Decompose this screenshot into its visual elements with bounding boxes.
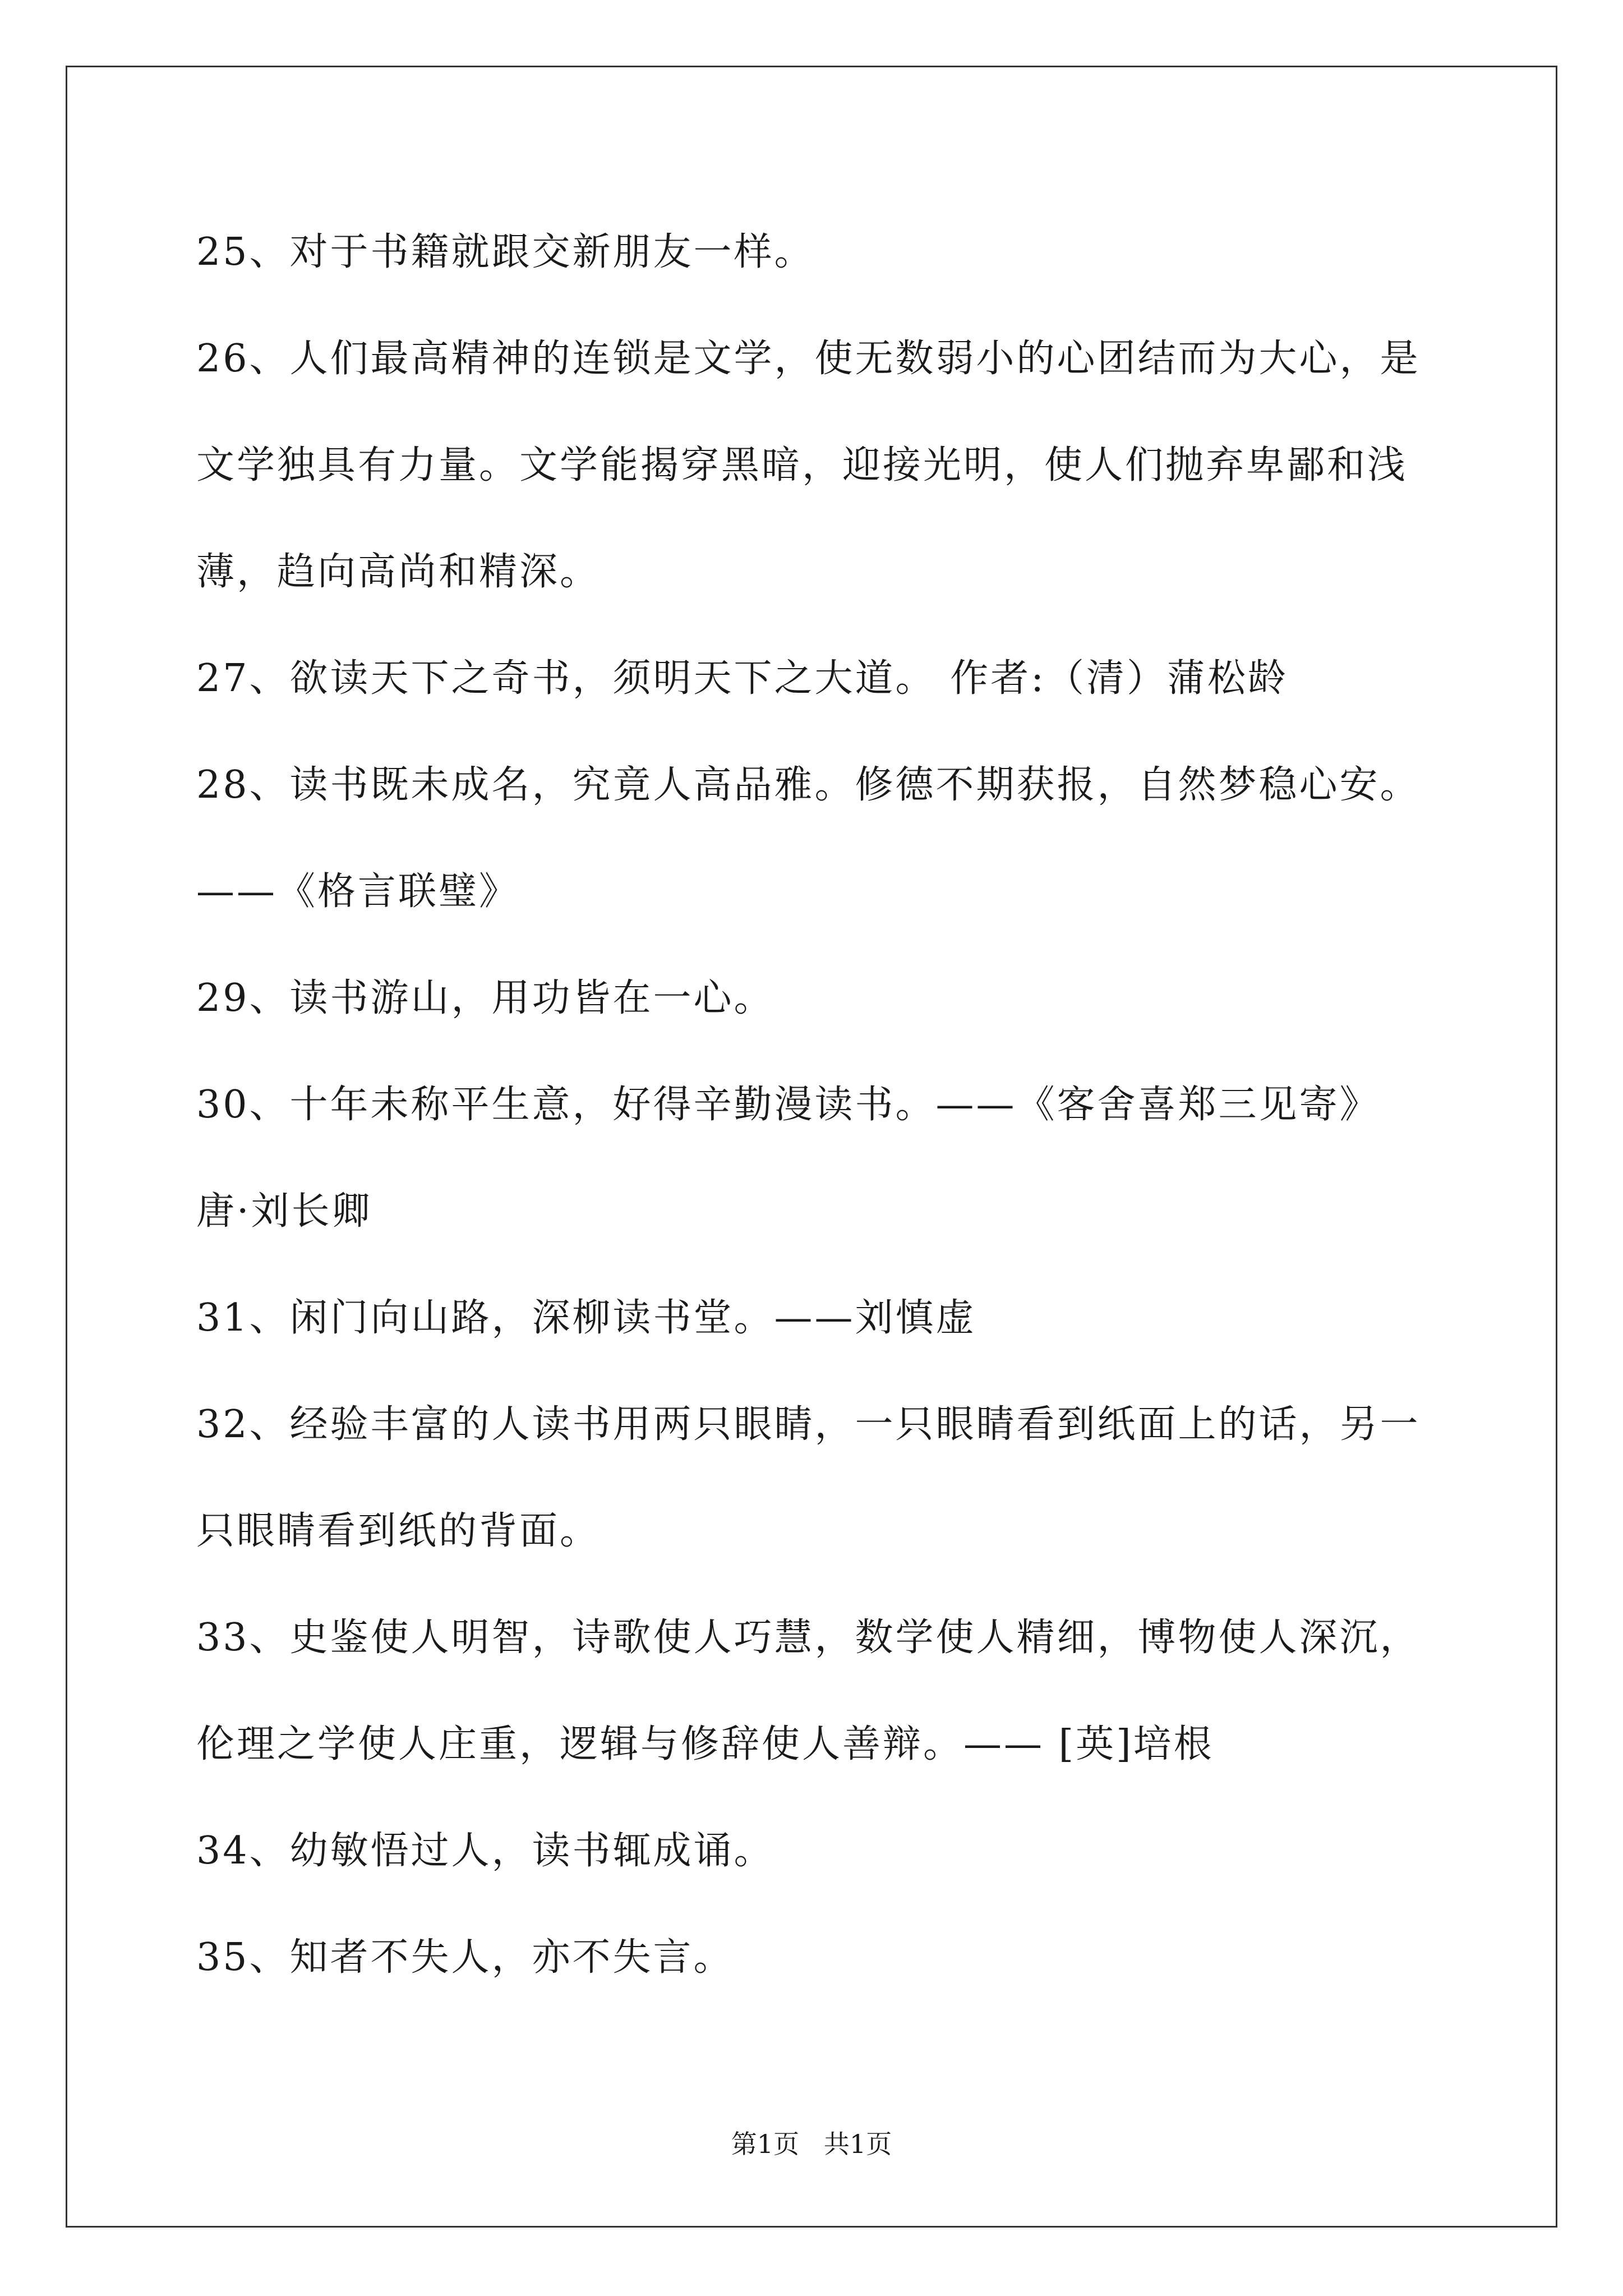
text-line: 28、读书既未成名，究竟人高品雅。修德不期获报，自然梦稳心安。 — [196, 763, 1421, 807]
text-line: 30、十年未称平生意，好得辛勤漫读书。——《客舍喜郑三见寄》 — [196, 1083, 1380, 1127]
text-line: 伦理之学使人庄重，逻辑与修辞使人善辩。—— [英]培根 — [196, 1722, 1214, 1766]
text-line: 文学独具有力量。文学能揭穿黑暗，迎接光明，使人们抛弃卑鄙和浅 — [196, 443, 1408, 487]
page-number-footer: 第1页 共1页 — [731, 2129, 892, 2159]
text-line: 35、知者不失人，亦不失言。 — [196, 1935, 734, 1980]
text-line: 唐·刘长卿 — [196, 1189, 372, 1234]
text-line: 33、史鉴使人明智，诗歌使人巧慧，数学使人精细，博物使人深沉， — [196, 1616, 1421, 1660]
text-line: 34、幼敏悟过人，读书辄成诵。 — [196, 1829, 774, 1873]
text-line: 29、读书游山，用功皆在一心。 — [196, 976, 774, 1020]
text-line: 32、经验丰富的人读书用两只眼睛，一只眼睛看到纸面上的话，另一 — [196, 1402, 1421, 1447]
text-line: 26、人们最高精神的连锁是文学，使无数弱小的心团结而为大心，是 — [196, 337, 1421, 381]
document-body — [196, 219, 1430, 2031]
text-line: 只眼睛看到纸的背面。 — [196, 1509, 601, 1553]
text-line: ——《格言联璧》 — [196, 869, 520, 914]
text-line: 31、闲门向山路，深柳读书堂。——刘慎虚 — [196, 1296, 976, 1340]
text-line: 27、欲读天下之奇书，须明天下之大道。 作者:（清）蒲松龄 — [196, 656, 1289, 701]
text-line: 薄，趋向高尚和精深。 — [196, 550, 601, 594]
text-line: 25、对于书籍就跟交新朋友一样。 — [196, 230, 815, 274]
